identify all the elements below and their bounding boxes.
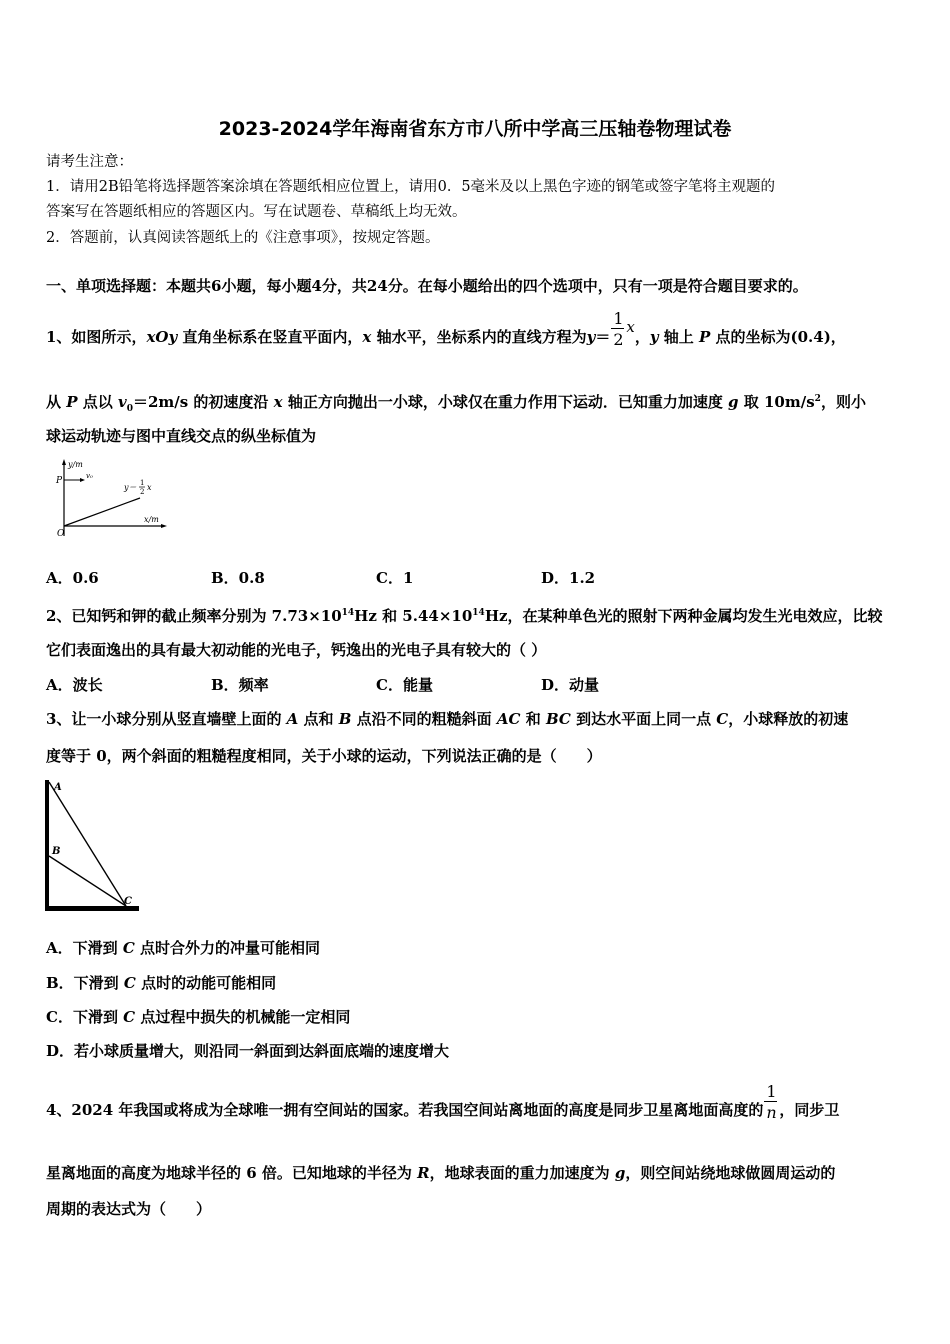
q1-line-1: 1、如图所示，xOy 直角坐标系在竖直平面内，x 轴水平，坐标系内的直线方程为y＝ $\frac{1}{2}$ x，y 轴上 P 点的坐标为(0.4)， <box>46 309 846 349</box>
fig-origin-O: O <box>57 529 65 539</box>
q3-option-a[interactable]: A．下滑到 C 点时合外力的冲量可能相同 <box>46 939 321 957</box>
fig-v0: v₀ <box>86 472 93 480</box>
y-axis-arrow-icon <box>62 459 66 465</box>
q1-line-2: 从 P 点以 $v_0=2m/s$ 的初速度沿 x 轴正方向抛出一小球，小球仅在重力作用下运动．已知重力加速度 g 取 $10m/s^2$，则小 <box>46 393 866 414</box>
fig-eq-den: 2 <box>140 488 145 496</box>
fig-ylabel: y/m <box>68 460 83 469</box>
fig-xlabel: x/m <box>144 515 159 524</box>
q4-line-1: 4、2024 年我国或将成为全球唯一拥有空间站的国家。若我国空间站离地面的高度是同步卫星离地面高度的 $\frac{1}{n}$ ，同步卫 <box>46 1082 840 1122</box>
q4-fraction: $\frac{1}{n}$ <box>766 1082 777 1122</box>
fig-label-B: B <box>52 846 61 857</box>
notice-heading: 请考生注意： <box>46 154 133 170</box>
q2-line-2: 它们表面逸出的具有最大初动能的光电子，钙逸出的光电子具有较大的（ ） <box>46 641 547 659</box>
incline-AC <box>49 782 126 906</box>
q1-option-d[interactable]: D．1.2 <box>541 569 596 587</box>
section-heading: 一、单项选择题：本题共6小题，每小题4分，共24分。在每小题给出的四个选项中，只有一项是符合题目要求的。 <box>46 277 808 295</box>
fig-eq-num: 1 <box>140 479 145 487</box>
q1-line-3: 球运动轨迹与图中直线交点的纵坐标值为 <box>46 427 317 445</box>
notice-line-1b: 答案写在答题纸相应的答题区内。写在试题卷、草稿纸上均无效。 <box>46 204 467 220</box>
q3-option-d[interactable]: D．若小球质量增大，则沿同一斜面到达斜面底端的速度增大 <box>46 1042 450 1060</box>
q3-line-1: 3、让一小球分别从竖直墙壁上面的 A 点和 B 点沿不同的粗糙斜面 AC 和 BC 到达水平面上同一点 C，小球释放的初速 <box>46 710 849 728</box>
q2-option-b[interactable]: B．频率 <box>211 676 269 694</box>
wall <box>45 780 49 910</box>
q1-option-a[interactable]: A．0.6 <box>46 569 99 587</box>
q1-option-c[interactable]: C．1 <box>376 569 414 587</box>
fig-point-P: P <box>56 476 63 486</box>
q2-option-a[interactable]: A．波长 <box>46 676 103 694</box>
q2-line-1: 2、已知钙和钾的截止频率分别为 $7.73\times 10^{14}Hz$ 和 $5.44\times 10^{14}Hz$，在某种单色光的照射下两种金属均发生光电效应，比较 <box>46 607 883 625</box>
q3-incline-figure <box>44 778 144 916</box>
fig-eq-y: y＝ <box>124 483 137 492</box>
q1-coordinate-figure <box>54 456 170 544</box>
q3-line-2: 度等于 0，两个斜面的粗糙程度相同，关于小球的运动，下列说法正确的是（ ） <box>46 747 602 765</box>
notice-line-1a: 1．请用2B铅笔将选择题答案涂填在答题纸相应位置上，请用0．5毫米及以上黑色字迹的钢笔或签字笔将主观题的 <box>46 179 776 195</box>
line-y-half-x <box>64 498 140 526</box>
page-title: 2023-2024学年海南省东方市八所中学高三压轴卷物理试卷 <box>218 118 732 140</box>
fig-label-A: A <box>54 782 62 793</box>
q3-option-c[interactable]: C．下滑到 C 点过程中损失的机械能一定相同 <box>46 1008 351 1026</box>
q3-option-b[interactable]: B．下滑到 C 点时的动能可能相同 <box>46 974 277 992</box>
q4-line-3: 周期的表达式为（ ） <box>46 1200 212 1218</box>
velocity-arrow-head-icon <box>80 478 85 482</box>
q2-option-d[interactable]: D．动量 <box>541 676 600 694</box>
fig-eq-x: x <box>147 483 152 492</box>
fig-label-C: C <box>124 896 132 907</box>
notice-line-2: 2．答题前，认真阅读答题纸上的《注意事项》，按规定答题。 <box>46 230 440 246</box>
q1-fraction: $\frac{1}{2}$ <box>613 309 624 349</box>
incline-BC <box>49 856 126 906</box>
q1-option-b[interactable]: B．0.8 <box>211 569 265 587</box>
x-axis-arrow-icon <box>161 524 167 528</box>
q2-option-c[interactable]: C．能量 <box>376 676 433 694</box>
q4-line-2: 星离地面的高度为地球半径的 6 倍。已知地球的半径为 R，地球表面的重力加速度为 g，则空间站绕地球做圆周运动的 <box>46 1164 836 1182</box>
